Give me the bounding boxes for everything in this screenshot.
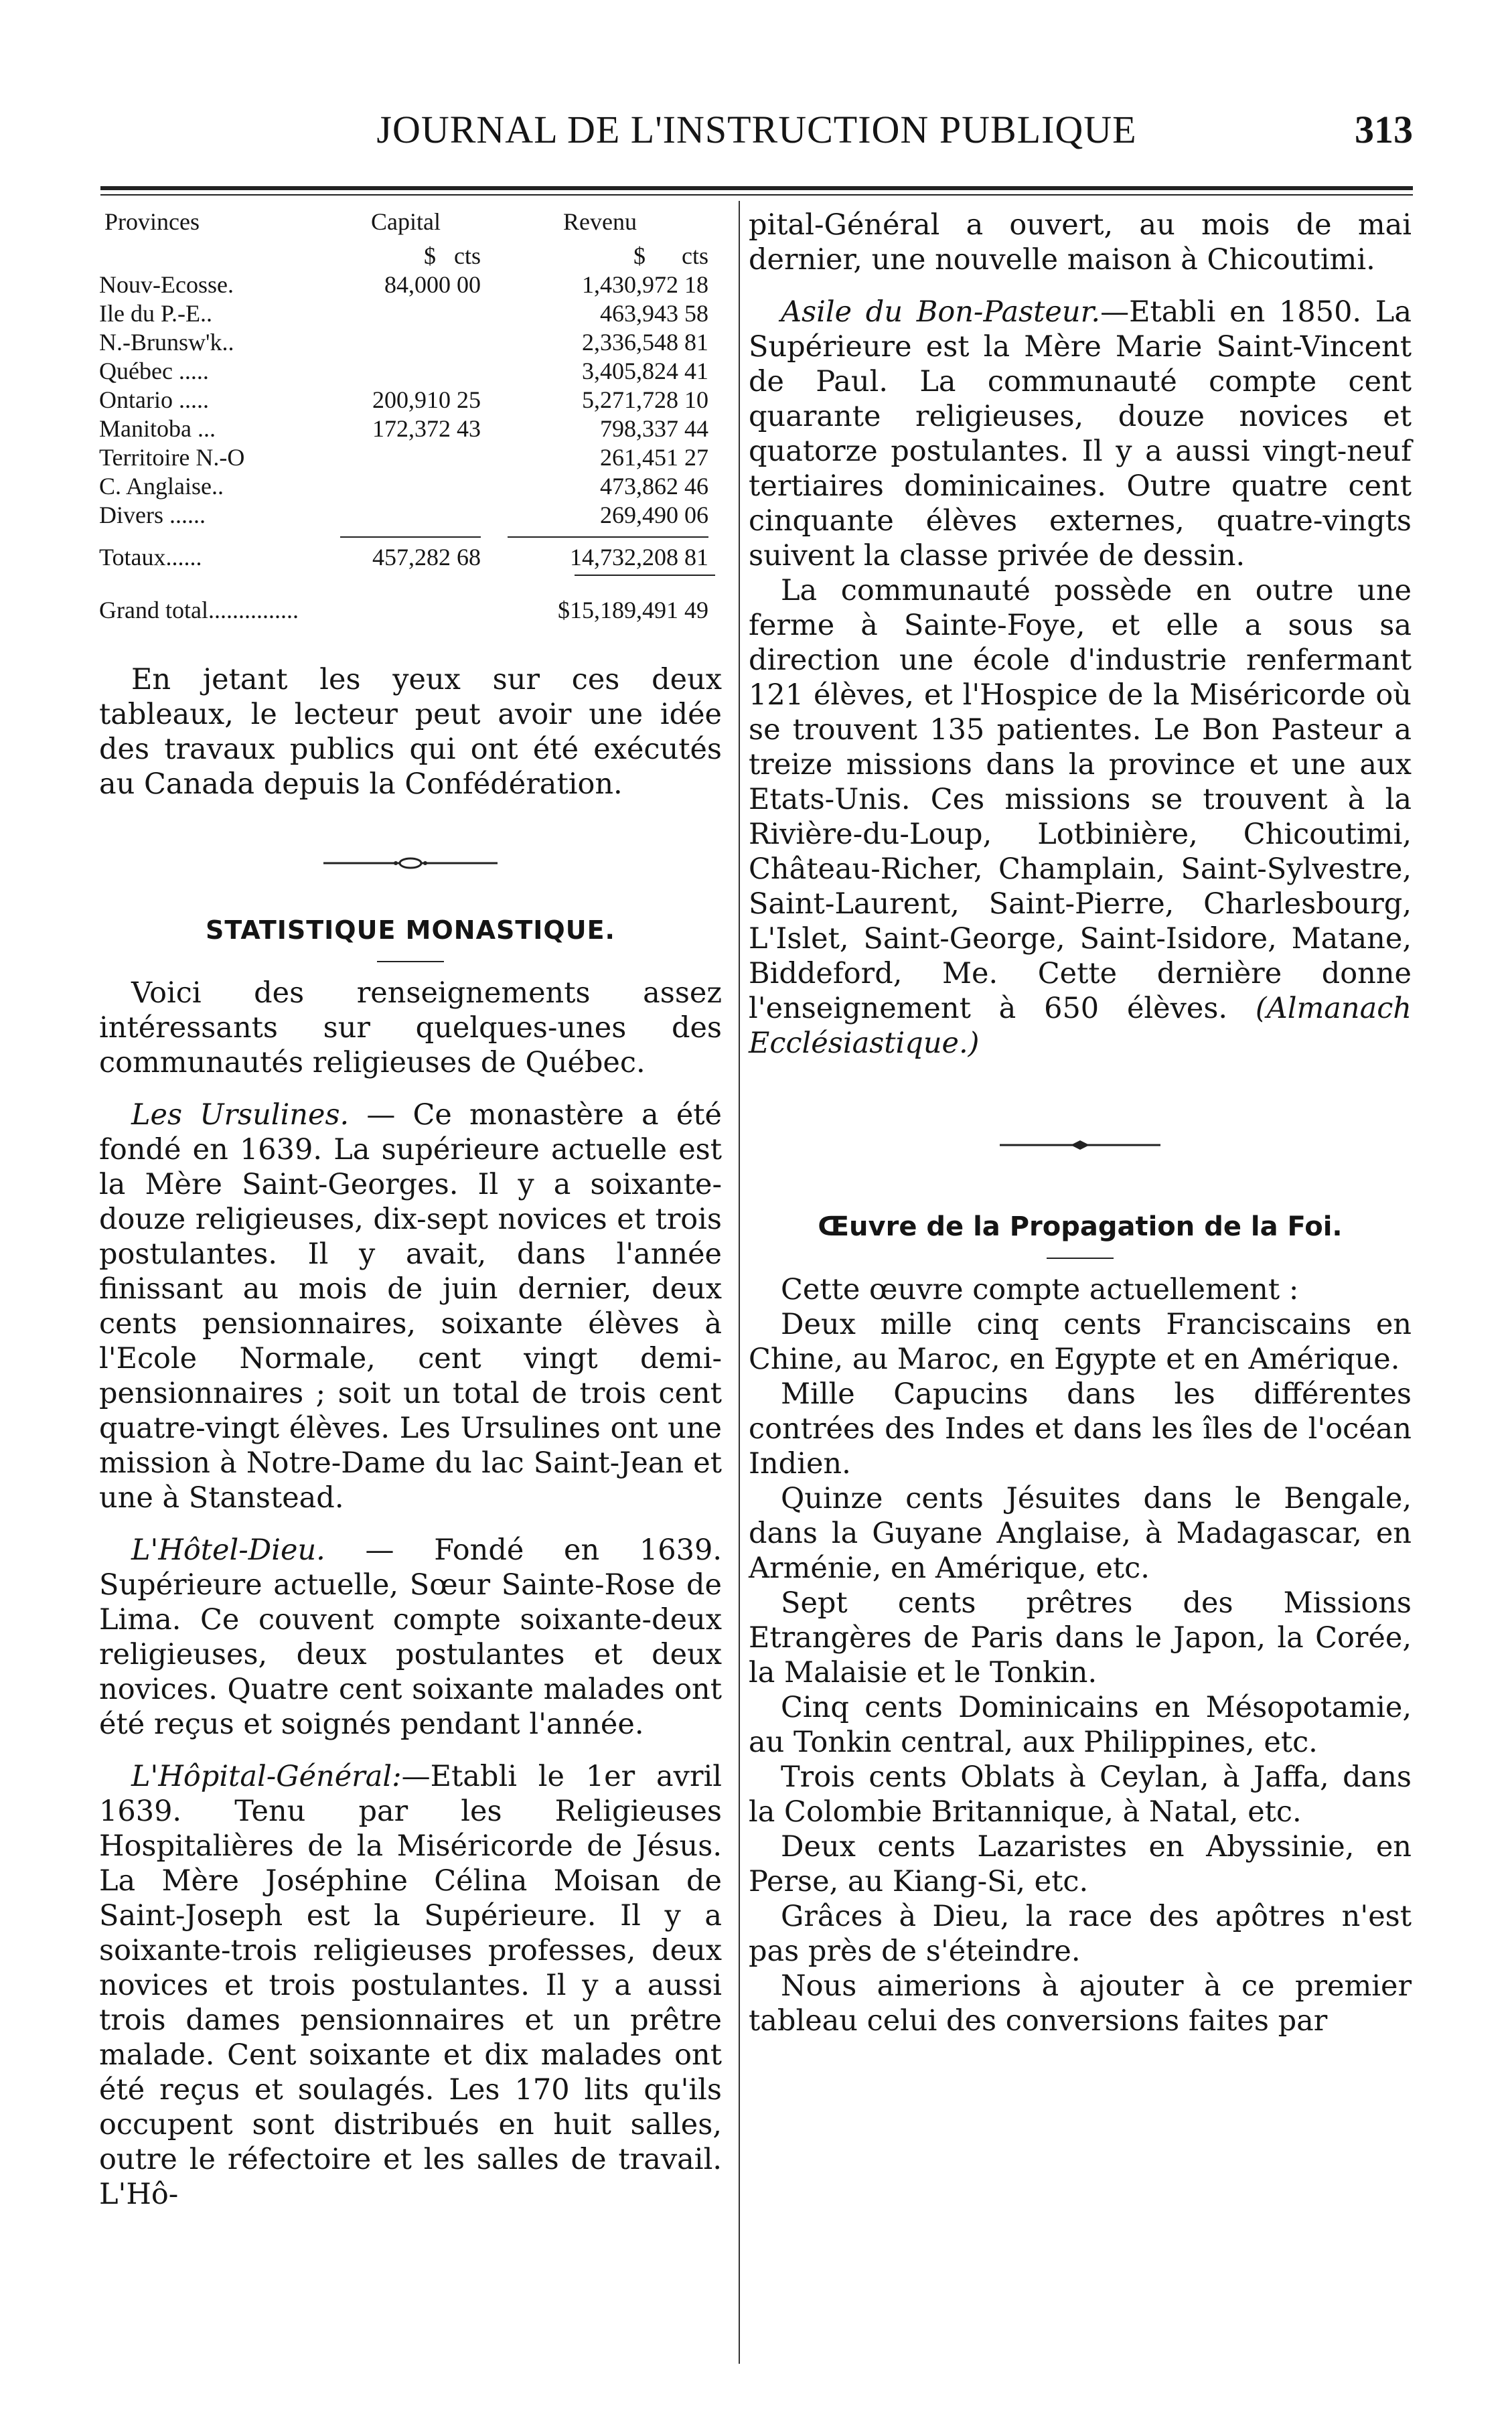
ornament-divider-2 [749,1125,1412,1160]
cell-revenue: 2,336,548 81 [582,329,708,356]
section-title-propagation: Œuvre de la Propagation de la Foi. [818,1211,1343,1242]
section-intro: Voici des renseignements assez intéressants sur quelques-unes des communautés religieuses de Québec. [99,976,722,1079]
asile-title: Asile du Bon-Pasteur. [781,295,1101,329]
cell-revenue: 3,405,824 41 [582,358,708,384]
cell-capital [320,328,481,357]
page-header [100,107,1413,181]
cell-province: C. Anglaise.. [99,473,224,500]
right-column [749,208,1412,2038]
cell-province: Québec ..... [99,358,209,384]
table-row [99,271,722,299]
cell-capital: 84,000 00 [384,271,481,298]
asile-paragraph [749,295,1412,573]
cell-capital [320,472,481,501]
list-item: Trois cents Oblats à Ceylan, à Jaffa, dans la Colombie Britannique, à Natal, etc. [749,1760,1412,1829]
hopital-text: —Etabli le 1er avril 1639. Tenu par les Religieuses Hospitalières de la Miséricorde de Jésus. La Mère Joséphine Célina Moisan de Saint-Joseph est la Supérieure. Il y a soixante-trois religieuses professes, deux novices et trois postulantes. Il y a aussi trois dames pensionnaires et un prêtre malade. Cent soixante et dix malades ont été reçus et soulagés. Les 170 lits qu'ils occupent sont distribués en huit salles, outre le réfectoire et les salles de travail. L'Hô- [99,1760,722,2211]
cell-province: Manitoba ... [99,415,216,442]
intro-paragraph: En jetant les yeux sur ces deux tableaux, le lecteur peut avoir une idée des travaux publics qui ont été exécutés au Canada depuis la Confédération. [99,663,722,801]
table-row [99,501,722,530]
list-item: Cette œuvre compte actuellement : [781,1273,1299,1306]
ursulines-title: Les Ursulines. [131,1098,350,1132]
cell-province: Ile du P.-E.. [99,300,212,327]
ornament-icon [1000,1138,1160,1152]
table-row [99,414,722,443]
asile-source: (Almanach Ecclésiastique.) [749,992,1412,1060]
column-divider [739,201,740,2364]
short-rule [377,961,444,962]
page-number: 313 [1355,108,1413,151]
list-item: Mille Capucins dans les différentes contrées des Indes et dans les îles de l'océan Indien. [749,1377,1412,1481]
hotel-dieu-text: — Fondé en 1639. Supérieure actuelle, Sœur Sainte-Rose de Lima. Ce couvent compte soixante-deux religieuses, deux postulantes et deux novices. Quatre cent soixante malades ont été reçus et soignés pendant l'année. [99,1533,722,1741]
table-row [99,386,722,414]
cell-capital [320,501,481,530]
totals-row [99,543,722,572]
cell-province: N.-Brunsw'k.. [99,329,234,356]
cell-revenue: 261,451 27 [600,444,708,471]
grand-total-rule [575,575,715,576]
hopital-paragraph [99,1759,722,2212]
list-item: Sept cents prêtres des Missions Etrangères de Paris dans le Japon, la Corée, la Malaisie et le Tonkin. [749,1586,1412,1689]
totals-label: Totaux...... [99,544,202,571]
cell-capital [320,299,481,328]
hotel-dieu-paragraph [99,1533,722,1742]
cell-capital [320,357,481,386]
list-item: Deux cents Lazaristes en Abyssinie, en Perse, au Kiang-Si, etc. [749,1830,1412,1898]
list-item: Nous aimerions à ajouter à ce premier tableau celui des conversions faites par [749,1969,1412,2038]
short-rule [1047,1258,1114,1259]
list-item: Cinq cents Dominicains en Mésopotamie, au Tonkin central, aux Philippines, etc. [749,1691,1412,1759]
cell-revenue: 5,271,728 10 [582,386,708,413]
ursulines-paragraph [99,1098,722,1515]
table-row [99,443,722,472]
cell-capital: 200,910 25 [372,386,481,413]
grand-total-row [99,596,722,625]
list-item: Deux mille cinq cents Franciscains en Chine, au Maroc, en Egypte et en Amérique. [749,1308,1412,1376]
table-row [99,328,722,357]
table-units [99,242,722,271]
totals-revenue: 14,732,208 81 [570,544,708,571]
cell-revenue: 463,943 58 [600,300,708,327]
ornament-icon [323,856,498,870]
cell-capital [320,443,481,472]
cell-province: Divers ...... [99,502,206,528]
hotel-dieu-title: L'Hôtel-Dieu. [131,1533,325,1567]
cell-revenue: 269,490 06 [600,502,708,528]
finance-table [99,208,722,625]
list-item: Grâces à Dieu, la race des apôtres n'est pas près de s'éteindre. [749,1900,1412,1968]
ornament-divider [99,843,722,878]
cell-province: Territoire N.-O [99,444,245,471]
cell-province: Nouv-Ecosse. [99,271,234,298]
asile-text: —Etabli en 1850. La Supérieure est la Mère Marie Saint-Vincent de Paul. La communauté compte cent quarante religieuses, douze novices et quatorze postulantes. Il y a aussi vingt-neuf tertiaires dominicaines. Outre quatre cent cinquante élèves externes, quatre-vingts suivent la classe privée de dessin. [749,295,1412,573]
header-rule [100,186,1413,196]
header-province: Provinces [104,208,200,235]
hopital-continuation: pital-Général a ouvert, au mois de mai dernier, une nouvelle maison à Chicoutimi. [749,208,1412,277]
cell-revenue: 473,862 46 [600,473,708,500]
asile-text-2: La communauté possède en outre une ferme à Sainte-Foye, et elle a sous sa direction une école d'industrie renfermant 121 élèves, et l'Hospice de la Miséricorde où se trouvent 135 patientes. Le Bon Pasteur a treize missions dans la province et une aux Etats-Unis. Ces missions se trouvent à la Rivière-du-Loup, Lotbinière, Chicoutimi, Château-Richer, Champlain, Saint-Sylvestre, Saint-Laurent, Saint-Pierre, Charlesbourg, L'Islet, Saint-George, Saint-Isidore, Matane, Biddeford, Me. Cette dernière donne l'enseignement à 650 élèves. [749,574,1412,1025]
grand-total-value: $15,189,491 49 [558,597,708,623]
cell-province: Ontario ..... [99,386,209,413]
cell-revenue: 1,430,972 18 [582,271,708,298]
ursulines-text: — Ce monastère a été fondé en 1639. La supérieure actuelle est la Mère Saint-Georges. Il y a soixante-douze religieuses, dix-sept novices et trois postulantes. Il y avait, dans l'année finissant au mois de juin dernier, deux cents pensionnaires, soixante élèves à l'Ecole Normale, cent vingt demi-pensionnaires ; soit un total de trois cent quatre-vingt élèves. Les Ursulines ont une mission à Notre-Dame du lac Saint-Jean et une à Stanstead. [99,1098,722,1515]
totals-capital: 457,282 68 [372,544,481,571]
totals-rule [99,536,722,538]
cell-revenue: 798,337 44 [600,415,708,442]
unit-revenue: $ cts [633,242,708,269]
table-row [99,357,722,386]
table-row [99,472,722,501]
unit-capital: $ cts [424,242,481,269]
header-capital: Capital [371,208,441,235]
table-row [99,299,722,328]
section-title-monastique: STATISTIQUE MONASTIQUE. [206,915,615,945]
header-revenue: Revenu [563,208,637,235]
journal-title: JOURNAL DE L'INSTRUCTION PUBLIQUE [376,108,1137,151]
cell-capital: 172,372 43 [372,415,481,442]
grand-total-label: Grand total............... [99,597,299,623]
asile-paragraph-2 [749,573,1412,1061]
list-item: Quinze cents Jésuites dans le Bengale, dans la Guyane Anglaise, à Madagascar, en Arménie, en Amérique, etc. [749,1482,1412,1585]
left-column [99,208,722,2212]
hopital-title: L'Hôpital-Général: [131,1760,402,1793]
table-header [99,208,722,236]
